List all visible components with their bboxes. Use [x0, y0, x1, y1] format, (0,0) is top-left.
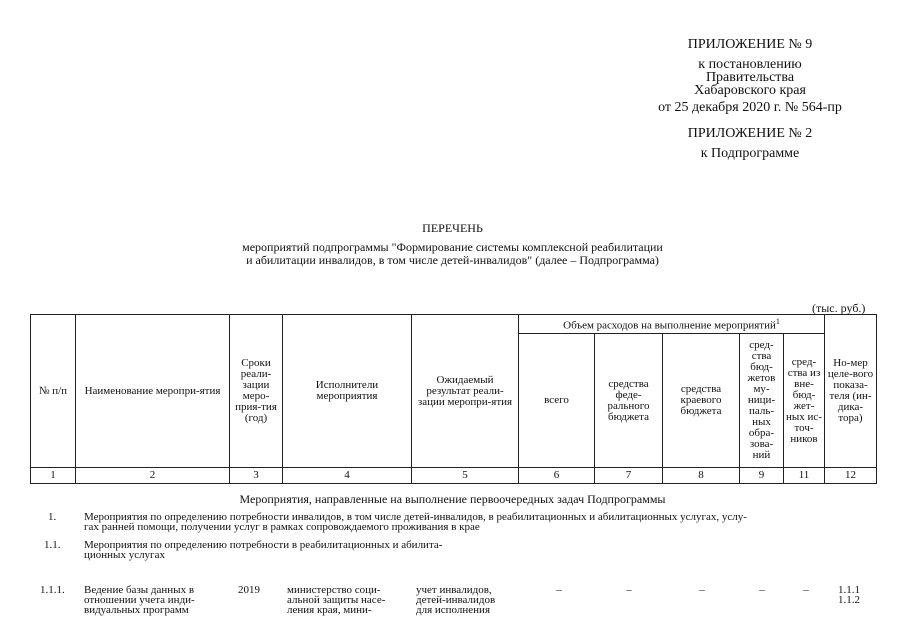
col-header-federal: средства феде-рального бюджета [595, 334, 663, 468]
col-number: 3 [230, 468, 283, 484]
row-1-1-1-regional: – [699, 584, 705, 596]
row-1-1-1-name-line-3: видуальных программ [84, 604, 189, 616]
col-header-municipal: сред-ства бюд-жетов му-ници-паль-ных обра-зова-ний [740, 334, 784, 468]
row-1-1-1-total: – [556, 584, 562, 596]
col-header-extra: сред-ства из вне-бюд-жет-ных ис-точ-ников [784, 334, 825, 468]
decree-line-1: к постановлению [698, 57, 802, 72]
col-number: 9 [740, 468, 784, 484]
col-number: 11 [784, 468, 825, 484]
appendix-2-subtitle: к Подпрограмме [700, 146, 800, 161]
col-number: 12 [825, 468, 877, 484]
col-number: 5 [412, 468, 519, 484]
row-1-1-1-executor-line-1: министерство соци- [287, 584, 381, 596]
row-1-1-text-line-1: Мероприятия по определению потребности в реабилитационных и абилита- [84, 539, 443, 551]
section-title: Мероприятия, направленные на выполнение первоочередных задач Подпрограммы [239, 492, 666, 506]
col-number: 4 [283, 468, 412, 484]
row-1-1-1-number: 1.1.1. [40, 584, 65, 596]
row-1-1-1-name-line-1: Ведение базы данных в [84, 584, 195, 596]
measures-table [30, 314, 877, 484]
document-title-line-2: и абилитации инвалидов, в том числе детей-инвалидов" (далее – Подпрограмма) [246, 253, 659, 267]
units-label: (тыс. руб.) [812, 301, 866, 315]
col-header-volume [519, 315, 825, 334]
col-header-name: Наименование меропри-ятия [76, 315, 230, 468]
column-number-row [31, 468, 877, 484]
volume-label: Объем расходов на выполнение мероприятий [563, 319, 776, 332]
col-header-result: Ожидаемый результат реали-зации меропри-ятия [412, 315, 519, 468]
col-number: 6 [519, 468, 595, 484]
document-title-line-1: мероприятий подпрограммы "Формирование системы комплексной реабилитации [242, 240, 663, 254]
row-1-1-1-result-line-1: учет инвалидов, [416, 584, 492, 596]
col-number: 2 [76, 468, 230, 484]
document-heading: ПЕРЕЧЕНЬ [422, 221, 483, 235]
row-1-1-1-name-line-2: отношении учета инди- [84, 594, 195, 606]
col-header-indicator: Но-мер целе-вого показа-теля (ин-дика-тора) [825, 315, 877, 468]
decree-line-4: от 25 декабря 2020 г. № 564-пр [658, 100, 842, 115]
col-number: 7 [595, 468, 663, 484]
row-1-1-1-municipal: – [759, 584, 765, 596]
volume-footnote: 1 [775, 317, 780, 327]
row-1-1-1-executor-line-3: ления края, мини- [287, 604, 372, 616]
col-header-num: № п/п [31, 315, 76, 468]
row-1-1-1-indicator-2: 1.1.2 [838, 594, 860, 606]
col-number: 8 [663, 468, 740, 484]
row-1-1-1-federal: – [626, 584, 632, 596]
col-header-total: всего [519, 334, 595, 468]
row-1-1-1-extra: – [803, 584, 809, 596]
decree-line-3: Хабаровского края [694, 83, 806, 98]
col-header-executors: Исполнители мероприятия [283, 315, 412, 468]
row-1-1-1-indicator-1: 1.1.1 [838, 584, 860, 596]
row-1-1-1-result-line-3: для исполнения [416, 604, 490, 616]
decree-line-2: Правительства [705, 70, 795, 85]
appendix-9-label: ПРИЛОЖЕНИЕ № 9 [687, 37, 813, 52]
col-number: 1 [31, 468, 76, 484]
row-1-text-line-2: гах ранней помощи, получении услуг в рамках сопровождаемого проживания в крае [84, 521, 480, 533]
col-header-regional: средства краевого бюджета [663, 334, 740, 468]
row-1-1-1-result-line-2: детей-инвалидов [416, 594, 496, 606]
row-1-1-number: 1.1. [44, 539, 61, 551]
row-1-1-1-executor-line-2: альной защиты насе- [287, 594, 386, 606]
col-header-period: Сроки реали-зации меро-прия-тия (год) [230, 315, 283, 468]
row-1-1-1-year: 2019 [238, 584, 260, 596]
row-1-1-text-line-2: ционных услугах [84, 549, 165, 561]
appendix-2-label: ПРИЛОЖЕНИЕ № 2 [687, 126, 813, 141]
row-1-number: 1. [48, 511, 57, 523]
row-1-text-line-1: Мероприятия по определению потребности инвалидов, в том числе детей-инвалидов, в реабилитационных и абилитационных услугах, услу- [84, 511, 747, 523]
